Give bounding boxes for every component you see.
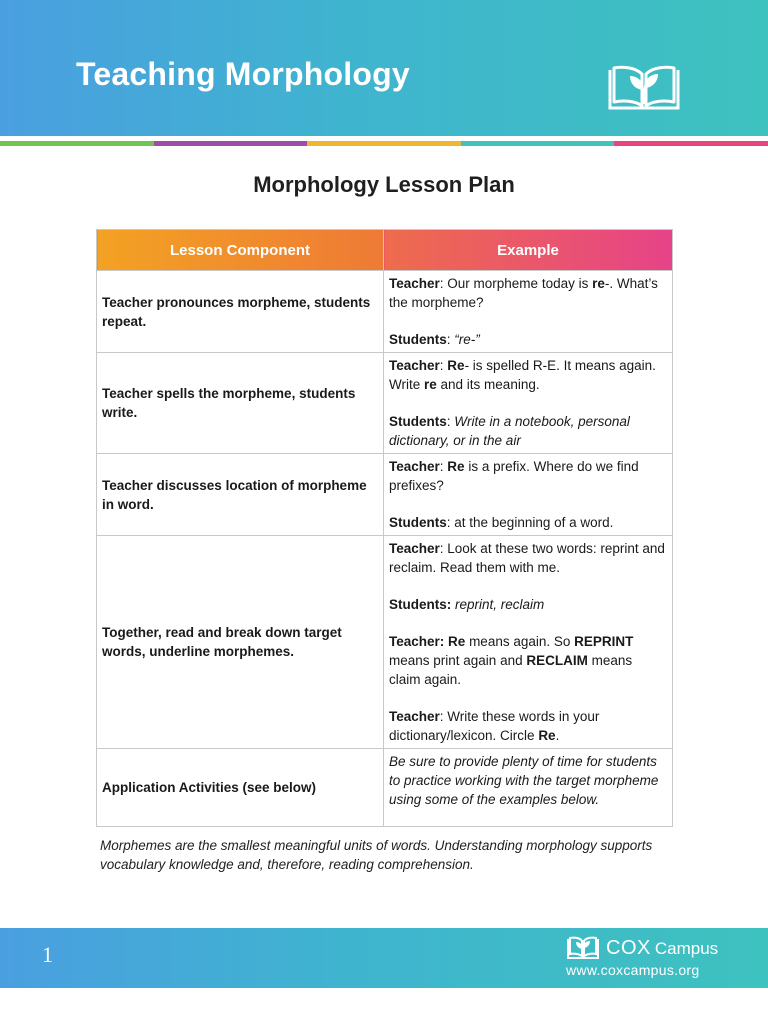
example-paragraph: Students: at the beginning of a word. (389, 515, 614, 530)
table-row (97, 454, 673, 536)
lesson-example (384, 271, 673, 353)
table-row (97, 749, 673, 827)
header-title: Teaching Morphology (76, 56, 410, 92)
stripe-teal (461, 141, 615, 146)
example-paragraph: Teacher: Our morpheme today is re-. What’s the morpheme? (389, 276, 658, 310)
lesson-example (384, 749, 673, 827)
stripe-green (0, 141, 154, 146)
table-header-row (97, 230, 673, 271)
lesson-example (384, 353, 673, 454)
column-header-example: Example (384, 230, 673, 271)
lesson-example (384, 536, 673, 749)
brand-campus: Campus (654, 939, 719, 958)
page-footer (0, 928, 768, 988)
document-title: Morphology Lesson Plan (253, 172, 515, 197)
morphology-note: Morphemes are the smallest meaningful units of words. Understanding morphology supports vocabulary knowledge and, therefore, reading comprehension. (100, 838, 653, 872)
example-paragraph: Students: reprint, reclaim (389, 597, 545, 612)
lesson-component: Teacher spells the morpheme, students write. (97, 353, 384, 454)
lesson-component: Application Activities (see below) (97, 749, 384, 827)
example-paragraph: Students: Write in a notebook, personal dictionary, or in the air (389, 414, 630, 448)
column-header-component: Lesson Component (97, 230, 384, 271)
example-paragraph: Teacher: Write these words in your dictionary/lexicon. Circle Re. (389, 709, 600, 743)
website-link[interactable]: www.coxcampus.org (566, 962, 700, 978)
page-number: 1 (42, 942, 53, 967)
example-paragraph: Teacher: Re- is spelled R-E. It means again. Write re and its meaning. (389, 358, 656, 392)
example-paragraph: Teacher: Look at these two words: reprint and reclaim. Read them with me. (389, 541, 665, 575)
example-paragraph: Students: “re-” (389, 332, 480, 347)
table-row (97, 353, 673, 454)
brand-cox: COX (606, 937, 651, 959)
open-book-sprout-icon (566, 936, 600, 960)
lesson-component: Together, read and break down target words, underline morphemes. (97, 536, 384, 749)
lesson-component: Teacher discusses location of morpheme in word. (97, 454, 384, 536)
open-book-sprout-icon (606, 64, 682, 114)
page-header (0, 0, 768, 136)
example-paragraph: Teacher: Re is a prefix. Where do we find prefixes? (389, 459, 639, 493)
table-row (97, 536, 673, 749)
stripe-pink (614, 141, 768, 146)
example-paragraph: Be sure to provide plenty of time for students to practice working with the target morpheme using some of the examples below. (389, 754, 659, 807)
table-row (97, 271, 673, 353)
brand-name (606, 936, 718, 961)
color-stripe-bar (0, 141, 768, 146)
lesson-component: Teacher pronounces morpheme, students repeat. (97, 271, 384, 353)
lesson-plan-table (96, 229, 673, 827)
lesson-example (384, 454, 673, 536)
stripe-yellow (307, 141, 461, 146)
example-paragraph: Teacher: Re means again. So REPRINT means print again and RECLAIM means claim again. (389, 634, 634, 687)
stripe-purple (154, 141, 308, 146)
